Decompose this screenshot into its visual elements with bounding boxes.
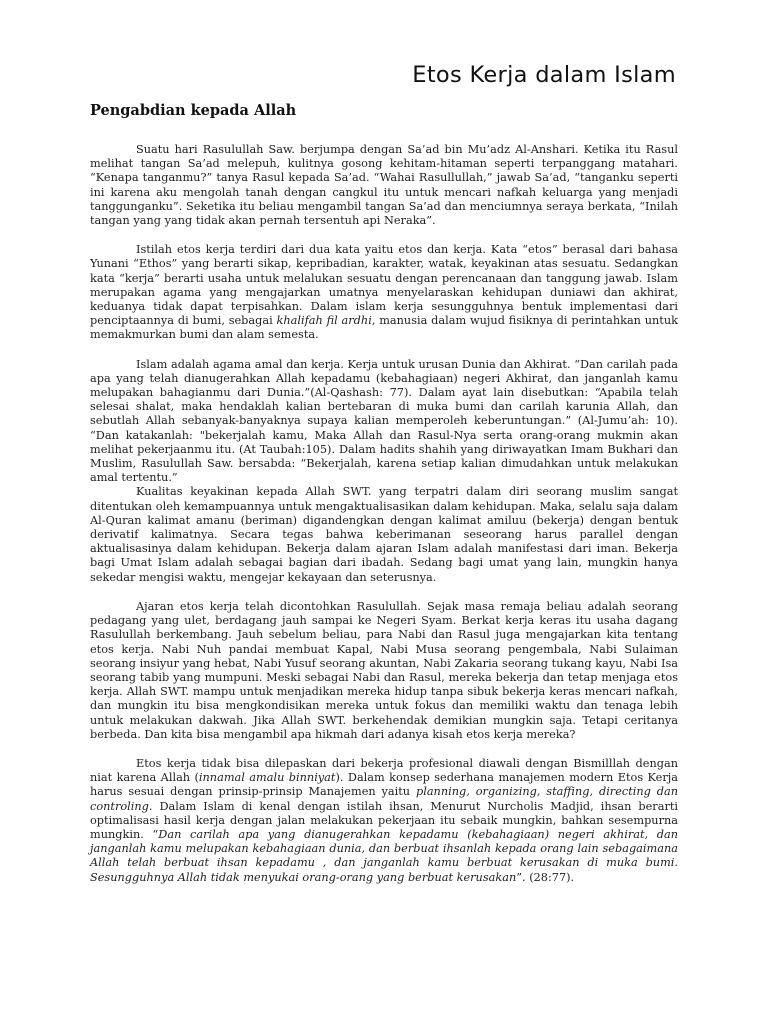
italic-text: planning, organizing, staffing, directing dan controling: [90, 785, 678, 813]
italic-text: Dan carilah apa yang dianugerahkan kepadamu (kebahagiaan) negeri akhirat, dan janganlah kamu melupakan kebahagiaan dunia, dan berbuat ihsanlah kepada orang lain sebagaimana Allah telah berbuat ihsan kepadamu , dan janganlah kamu berbuat kerusakan di muka bumi. Sesungguhnya Allah tidak menyukai orang-orang yang berbuat kerusakan: [90, 827, 679, 884]
italic-text: khalifah fil ardhi: [276, 314, 372, 328]
text-run: Istilah etos kerja terdiri dari dua kata yaitu etos dan kerja. Kata “etos” berasal dari bahasa Yunani “Ethos” yang berarti sikap, kepribadian, karakter, watak, keyakinan atas sesuatu. Sedangkan kata “kerja” berarti usaha untuk melalukan sesuatu dengan perencanaan dan tanggung jawab. Islam merupakan agama yang mengajarkan umatnya menyelaraskan kehidupan duniawi dan akhirat, keduanya tidak dapat terpisahkan. Dalam islam kerja sesungguhnya bentuk implementasi dari penciptaannya di bumi, sebagai: [90, 243, 678, 328]
paragraph-6: [90, 757, 678, 885]
text-run: . Dalam Islam di kenal dengan istilah ihsan, Menurut Nurcholis Madjid, ihsan berarti optimalisasi hasil kerja dengan jalan melakukan pekerjaan itu sebaik mungkin, bahkan sesempurna mungkin. “: [90, 799, 678, 841]
paragraph-5: [90, 600, 678, 742]
text-run: , manusia dalam wujud fisiknya di perintahkan untuk memakmurkan bumi dan alam semesta.: [90, 314, 678, 342]
text-run: Kualitas keyakinan kepada Allah SWT. yang terpatri dalam diri seorang muslim sangat ditentukan oleh kemampuannya untuk mengaktualisasikan dalam kehidupan. Maka, selalu saja dalam Al-Quran kalimat amanu (beriman) digandengkan dengan kalimat amiluu (bekerja) dengan bentuk derivatif kalimatnya. Secara tegas bahwa keberimanan seseorang harus parallel dengan aktualisasinya dalam kehidupan. Bekerja dalam ajaran Islam adalah manifestasi dari iman. Bekerja bagi Umat Islam adalah sebagai bagian dari ibadah. Sedang bagi umat yang lain, mungkin hanya sekedar mengisi waktu, mengejar kekayaan dan seterusnya.: [90, 485, 678, 584]
paragraph-4: [90, 485, 678, 584]
text-run: Ajaran etos kerja telah dicontohkan Rasulullah. Sejak masa remaja beliau adalah seorang pedagang yang ulet, berdagang jauh sampai ke Negeri Syam. Berkat kerja keras itu usaha dagang Rasulullah berkembang. Jauh sebelum beliau, para Nabi dan Rasul juga mengajarkan kita tentang etos kerja. Nabi Nuh pandai membuat Kapal, Nabi Musa seorang pengembala, Nabi Sulaiman seorang insiyur yang hebat, Nabi Yusuf seorang akuntan, Nabi Zakaria seorang tukang kayu, Nabi Isa seorang tabib yang mumpuni. Meski sebagai Nabi dan Rasul, mereka bekerja dan tetap menjaga etos kerja. Allah SWT. mampu untuk menjadikan mereka hidup tanpa sibuk bekerja keras mencari nafkah, dan mungkin itu bisa mengkondisikan mereka untuk fokus dan memiliki waktu dan tenaga lebih untuk melakukan dakwah. Jika Allah SWT. berkehendak demikian mungkin saja. Tetapi ceritanya berbeda. Dan kita bisa mengambil apa hikmah dari adanya kisah etos kerja mereka?: [90, 599, 678, 741]
text-run: Etos kerja tidak bisa dilepaskan dari bekerja profesional diawali dengan Bismilllah dengan niat karena Allah (: [90, 756, 678, 785]
text-run: ”. (28:77).: [516, 870, 575, 884]
text-run: ). Dalam konsep sederhana manajemen modern Etos Kerja harus sesuai dengan prinsip-prinsip Manajemen yaitu: [90, 771, 679, 799]
section-heading: Pengabdian kepada Allah: [90, 102, 297, 119]
text-run: Islam adalah agama amal dan kerja. Kerja untuk urusan Dunia dan Akhirat. “Dan carilah pada apa yang telah dianugerahkan Allah kepadamu (kebahagiaan) negeri Akhirat, dan janganlah kamu melupakan bahagianmu dari Dunia.”(Al-Qashash: 77). Dalam ayat lain disebutkan: “Apabila telah selesai shalat, maka hendaklah kalian bertebaran di muka bumi dan carilah karunia Allah, dan sebutlah Allah sebanyak-banyaknya supaya kalian memperoleh keberuntungan.” (Al-Jumu’ah: 10). “Dan katakanlah: "bekerjalah kamu, Maka Allah dan Rasul-Nya serta orang-orang mukmin akan melihat pekerjaanmu itu. (At Taubah:105). Dalam hadits shahih yang diriwayatkan Imam Bukhari dan Muslim, Rasulullah Saw. bersabda: “Bekerjalah, karena setiap kalian dimudahkan untuk melakukan amal tertentu.”: [90, 357, 678, 485]
document-body: [90, 143, 678, 885]
paragraph-1: [90, 143, 678, 228]
paragraph-3: [90, 358, 678, 486]
text-run: Suatu hari Rasulullah Saw. berjumpa dengan Sa’ad bin Mu’adz Al-Anshari. Ketika itu Rasul melihat tangan Sa’ad melepuh, kulitnya gosong kehitam-hitaman seperti terpanggang matahari. “Kenapa tanganmu?” tanya Rasul kepada Sa’ad. “Wahai Rasullullah,” jawab Sa’ad, “tanganku seperti ini karena aku mengolah tanah dengan cangkul itu untuk mencari nafkah keluarga yang menjadi tanggunganku”. Seketika itu beliau mengambil tangan Sa’ad dan menciumnya seraya berkata, “Inilah tangan yang yang tidak akan pernah tersentuh api Neraka”.: [90, 143, 678, 228]
paragraph-2: [90, 243, 678, 342]
italic-text: innamal amalu binniyat: [198, 771, 336, 785]
document-title: Etos Kerja dalam Islam: [412, 62, 676, 88]
